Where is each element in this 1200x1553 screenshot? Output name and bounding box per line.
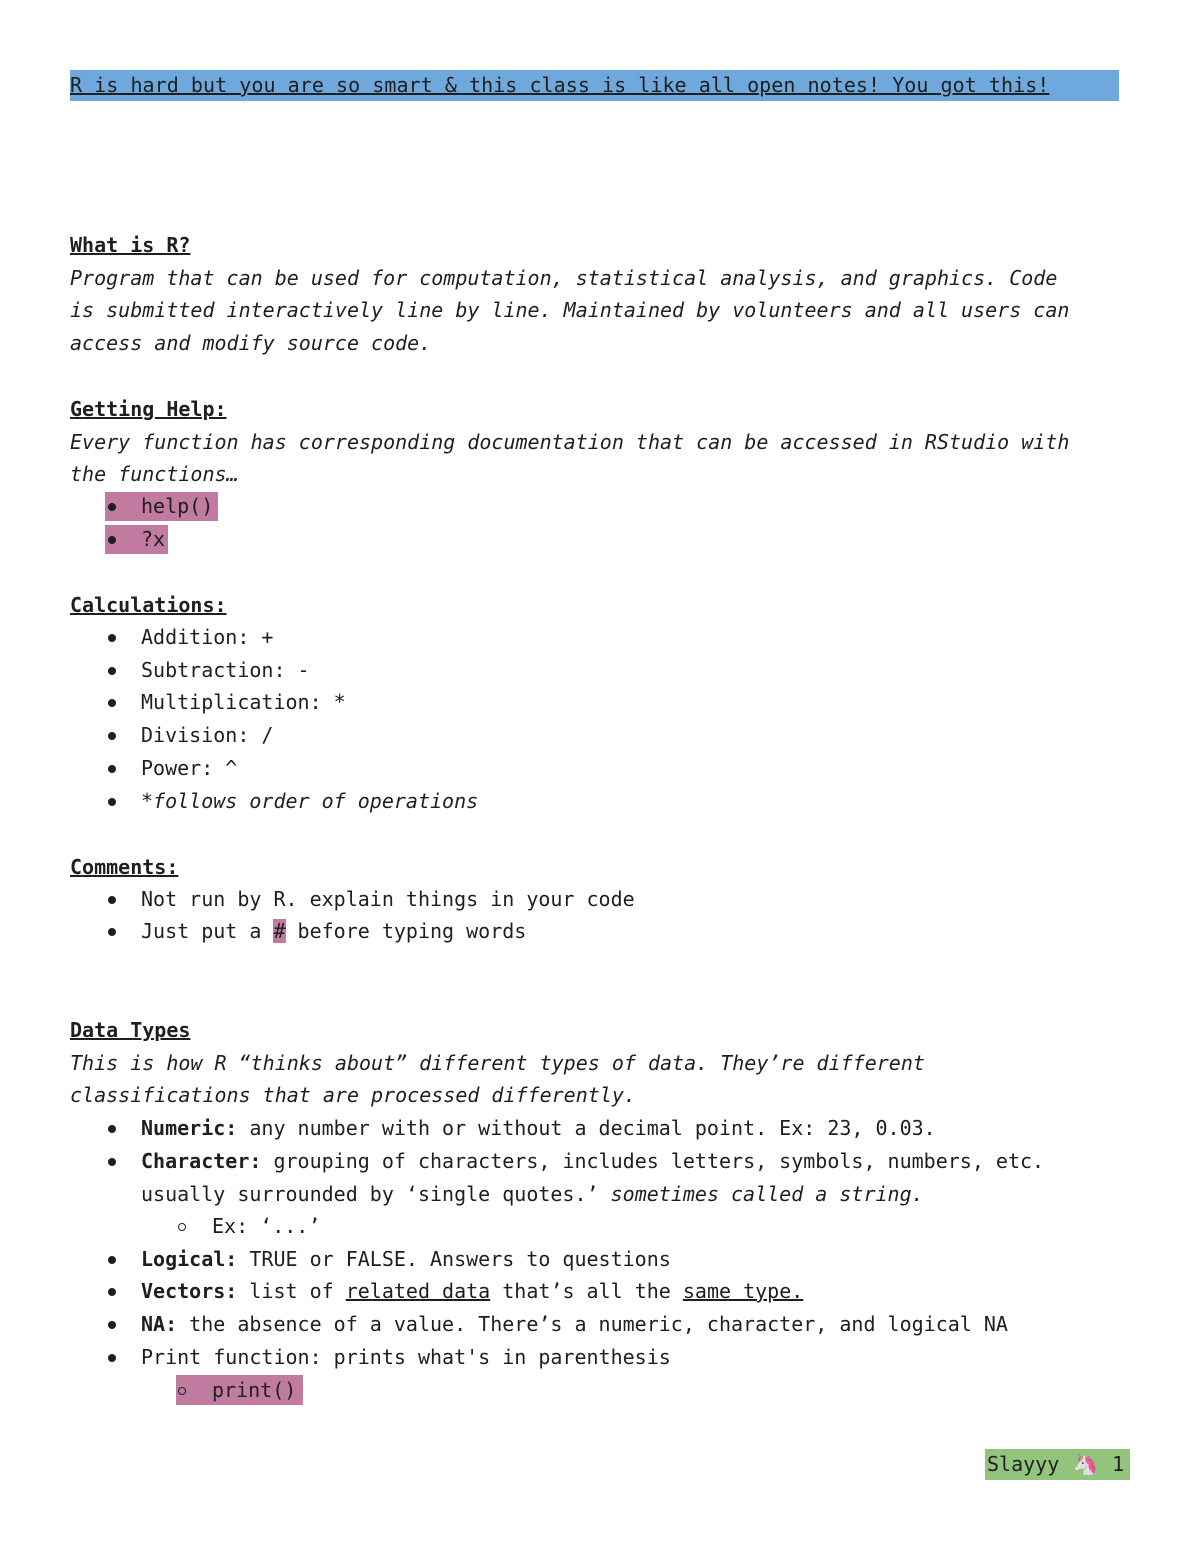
bullet-dot <box>108 634 116 642</box>
bullet-dot <box>108 667 116 675</box>
data-types-line-1: This is how R “thinks about” different types of data. They’re different <box>70 1051 925 1075</box>
calc-item-addition: Addition: + <box>141 625 274 649</box>
bullet-dot <box>108 699 116 707</box>
comments-item-2-before: Just put a <box>141 919 274 943</box>
bullet-dot <box>108 928 116 936</box>
calc-item-order-note: *follows order of operations <box>141 789 479 813</box>
calc-item-subtraction: Subtraction: - <box>141 658 310 682</box>
numeric-label: Numeric: <box>141 1116 238 1140</box>
comments-item-2-after: before typing words <box>285 919 527 943</box>
calc-item-power: Power: ^ <box>141 756 238 780</box>
bullet-dot <box>108 536 116 544</box>
bullet-dot <box>108 1158 116 1166</box>
type-character-line-2 <box>141 1178 924 1211</box>
print-function-item: Print function: prints what's in parenthesis <box>141 1345 671 1369</box>
character-line2-plain: usually surrounded by ‘single quotes.’ <box>141 1182 611 1206</box>
comments-item-2 <box>141 915 526 948</box>
help-function-item: help() <box>141 494 214 518</box>
character-label: Character: <box>141 1149 262 1173</box>
what-is-r-line-2: is submitted interactively line by line. Maintained by volunteers and all users can <box>70 298 1070 322</box>
type-numeric <box>141 1112 936 1145</box>
print-function-example: print() <box>212 1378 297 1402</box>
na-text: the absence of a value. There’s a numeric, character, and logical NA <box>177 1312 1008 1336</box>
logical-label: Logical: <box>141 1247 238 1271</box>
page-footer <box>985 1449 1130 1480</box>
na-label: NA: <box>141 1312 178 1336</box>
bullet-dot <box>108 896 116 904</box>
type-na <box>141 1308 1008 1341</box>
vectors-related-data: related data <box>345 1279 491 1303</box>
comments-item-1: Not run by R. explain things in your code <box>141 887 635 911</box>
data-types-line-2: classifications that are processed differently. <box>70 1083 636 1107</box>
vectors-label: Vectors: <box>141 1279 238 1303</box>
bullet-dot <box>108 1256 116 1264</box>
heading-getting-help: Getting Help: <box>70 397 227 421</box>
bullet-dot <box>108 765 116 773</box>
calc-item-division: Division: / <box>141 723 274 747</box>
type-vectors <box>141 1275 803 1308</box>
hash-highlight: # <box>273 919 286 943</box>
bullet-dot <box>108 1288 116 1296</box>
vectors-same-type: same type. <box>682 1279 804 1303</box>
footer-text: Slayyy <box>987 1452 1060 1476</box>
bullet-dot <box>108 732 116 740</box>
type-logical <box>141 1243 671 1276</box>
character-line2-italic: sometimes called a string. <box>610 1182 924 1206</box>
what-is-r-line-3: access and modify source code. <box>70 331 432 355</box>
heading-calculations: Calculations: <box>70 593 227 617</box>
bullet-dot <box>108 503 116 511</box>
vectors-text-1: list of <box>237 1279 346 1303</box>
logical-text: TRUE or FALSE. Answers to questions <box>237 1247 671 1271</box>
what-is-r-line-1: Program that can be used for computation, statistical analysis, and graphics. Code <box>70 266 1058 290</box>
character-text: grouping of characters, includes letters, symbols, numbers, etc. <box>261 1149 1045 1173</box>
unicorn-icon: 🦄 <box>1073 1452 1099 1476</box>
motivation-banner: R is hard but you are so smart & this class is like all open notes! You got this! <box>70 70 1119 101</box>
bullet-dot <box>108 1125 116 1133</box>
type-character <box>141 1145 1044 1178</box>
bullet-dot <box>108 798 116 806</box>
bullet-dot <box>108 1321 116 1329</box>
bullet-dot <box>108 1354 116 1362</box>
vectors-text-2: that’s all the <box>490 1279 683 1303</box>
question-x-item: ?x <box>141 527 166 551</box>
page-number: 1 <box>1112 1452 1125 1476</box>
character-example: Ex: ‘...’ <box>212 1214 321 1238</box>
heading-what-is-r: What is R? <box>70 233 191 257</box>
numeric-text: any number with or without a decimal point. Ex: 23, 0.03. <box>237 1116 936 1140</box>
getting-help-line-1: Every function has corresponding documentation that can be accessed in RStudio with <box>70 430 1070 454</box>
calc-item-multiplication: Multiplication: * <box>141 690 346 714</box>
heading-data-types: Data Types <box>70 1018 191 1042</box>
getting-help-line-2: the functions… <box>70 462 239 486</box>
sub-bullet-circle <box>178 1223 186 1231</box>
heading-comments: Comments: <box>70 855 179 879</box>
sub-bullet-circle <box>178 1387 186 1395</box>
